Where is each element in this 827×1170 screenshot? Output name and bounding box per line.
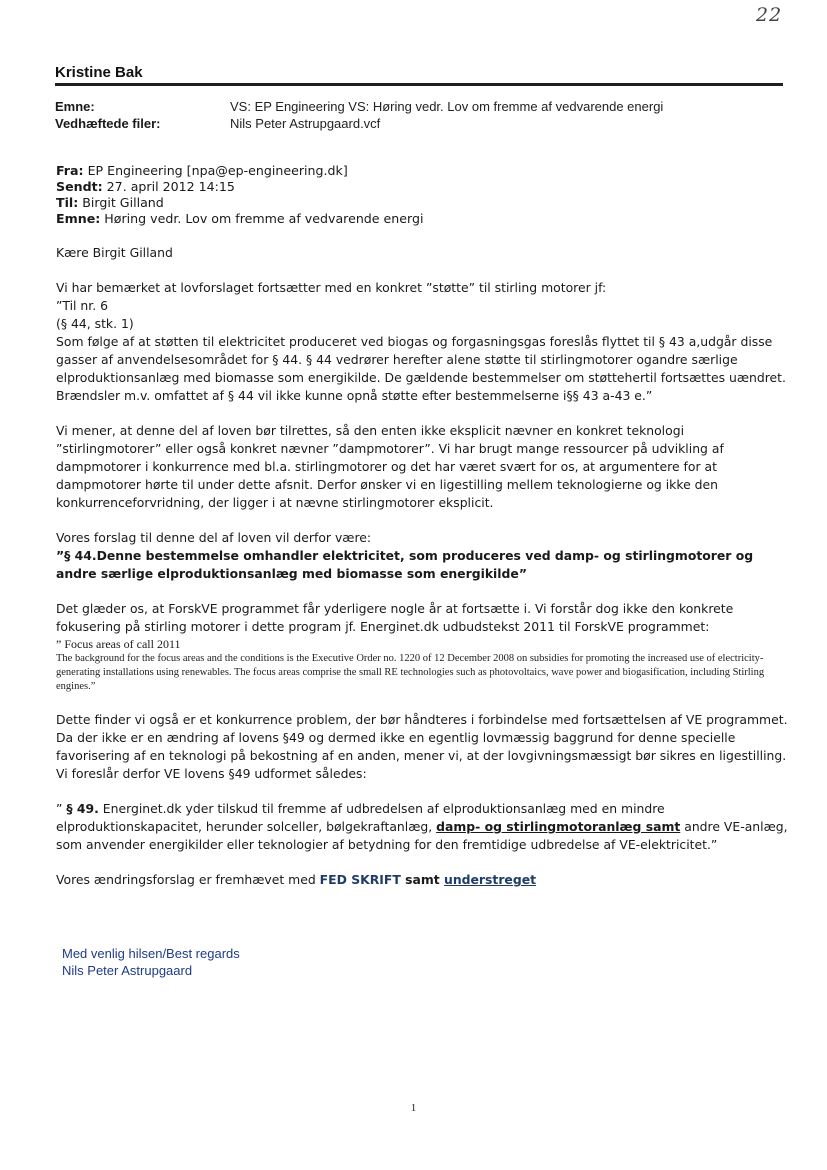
subject-value: VS: EP Engineering VS: Høring vedr. Lov om fremme af vedvarende energi [230,99,664,114]
paragraph-4: Det glæder os, at ForskVE programmet får yderligere nogle år at fortsætte i. Vi forstår dog ikke den konkrete fokusering på stirling motorer i dette program jf. Energinet.dk udbudstekst 2011 til ForskVE programmet: [56,601,734,634]
sender-name: Kristine Bak [55,64,143,81]
forward-subject-line [56,211,788,227]
forward-subject-label: Emne: [56,211,101,226]
sent-line [56,179,788,195]
paragraph-6 [56,800,788,854]
p7-text-a: Vores ændringsforslag er fremhævet med [56,872,320,887]
p6-section: § 49. [66,801,99,816]
p6-text-b: andre VE-anlæg, som anvender energikilder eller teknologier af betydning for den fremtidige udbredelse af VE-elektricitet.” [56,819,788,852]
header-divider [55,83,783,86]
paragraph-7 [56,871,788,889]
p6-open: ” [56,801,67,816]
from-label: Fra: [56,163,84,178]
proposal-quote: ”§ 44.Denne bestemmelse omhandler elektricitet, som produceres ved damp- og stirlingmotorer og andre særlige elproduktionsanlæg med biomasse som energikilde” [56,548,754,581]
p7-bold-words: FED SKRIFT [319,872,401,887]
attachment-file-link[interactable]: Nils Peter Astrupgaard.vcf [230,116,381,131]
focus-text: The background for the focus areas and the conditions is the Executive Order no. 1220 of 12 December 2008 on subsidies for promoting the increased use of electricity-generating installations using renewables. The focus areas comprise the small RE technologies such as photovoltaics, wave power and biogasification, including Stirling engines.” [56,653,765,692]
quote-line-1: ”Til nr. 6 [56,298,108,313]
focus-title: ” Focus areas of call 2011 [56,637,181,651]
signoff-name: Nils Peter Astrupgaard [62,963,193,978]
from-line [56,163,788,179]
p7-text-b: samt [400,872,444,887]
sent-label: Sendt: [56,179,103,194]
p6-text-a: Energinet.dk yder tilskud til fremme af udbredelsen af elproduktionsanlæg med en mindre elproduktionskapacitet, herunder solceller, bølgekraftanlæg, [56,801,665,834]
sent-value: 27. april 2012 14:15 [106,179,235,194]
to-value: Birgit Gilland [82,195,164,210]
to-label: Til: [56,195,79,210]
quote-paragraph: Som følge af at støtten til elektricitet produceret ved biogas og forgasningsgas foreslås flyttet til § 43 a,udgår disse gasser af anvendelsesområdet for § 44. § 44 vedrører herefter alene støtte til stirlingmotorer ogandre særlige elproduktionsanlæg med biomasse som energikilde. De gældende bestemmelser om støttehertil fortsættes uændret. Brændsler m.v. omfattet af § 44 vil ikke kunne opnå støtte efter bestemmelserne i§§ 43 a-43 e.” [56,334,786,403]
paragraph-1: Vi har bemærket at lovforslaget fortsætter med en konkret ”støtte” til stirling motorer jf: [56,280,607,295]
p7-underlined-word: understreget [444,872,537,887]
subject-label: Emne: [55,99,95,114]
from-value[interactable]: EP Engineering [npa@ep-engineering.dk] [87,163,348,178]
attachments-label: Vedhæftede filer: [55,116,161,131]
paragraph-5: Dette finder vi også er et konkurrence problem, der bør håndteres i forbindelse med fortsættelsen af VE programmet. Da der ikke er en ændring af lovens §49 og dermed ikke en egentlig lovmæssig baggrund for denne specielle favorisering af en teknologi på bekostning af en anden, mener vi, at der lovgivningsmæssigt bør sikres en ligestilling. Vi foreslår derfor VE lovens §49 udformet således: [56,712,788,781]
forward-subject-value: Høring vedr. Lov om fremme af vedvarende energi [104,211,424,226]
signoff-greeting: Med venlig hilsen/Best regards [62,946,240,961]
proposal-intro: Vores forslag til denne del af loven vil derfor være: [56,530,372,545]
p6-emphasis: damp- og stirlingmotoranlæg samt [436,819,681,834]
signoff [62,945,240,979]
paragraph-2: Vi mener, at denne del af loven bør tilrettes, så den enten ikke eksplicit nævner en konkret teknologi ”stirlingmotorer” eller også konkret nævner ”dampmotorer”. Vi har brugt mange ressourcer på udvikling af dampmotorer i konkurrence med bl.a. stirlingmotorer og det har været svært for os, at argumentere for at dampmotorer hørte til under dette afsnit. Derfor ønsker vi en ligestilling mellem teknologierne og ikke den konkurrenceforvridning, der ligger i at nævne stirlingmotorer eksplicit. [56,423,724,510]
handwritten-page-number: 22 [756,4,783,26]
greeting: Kære Birgit Gilland [56,245,173,260]
email-body [56,163,788,889]
to-line [56,195,788,211]
footer-page-number: 1 [410,1102,417,1114]
quote-line-2: (§ 44, stk. 1) [56,316,134,331]
